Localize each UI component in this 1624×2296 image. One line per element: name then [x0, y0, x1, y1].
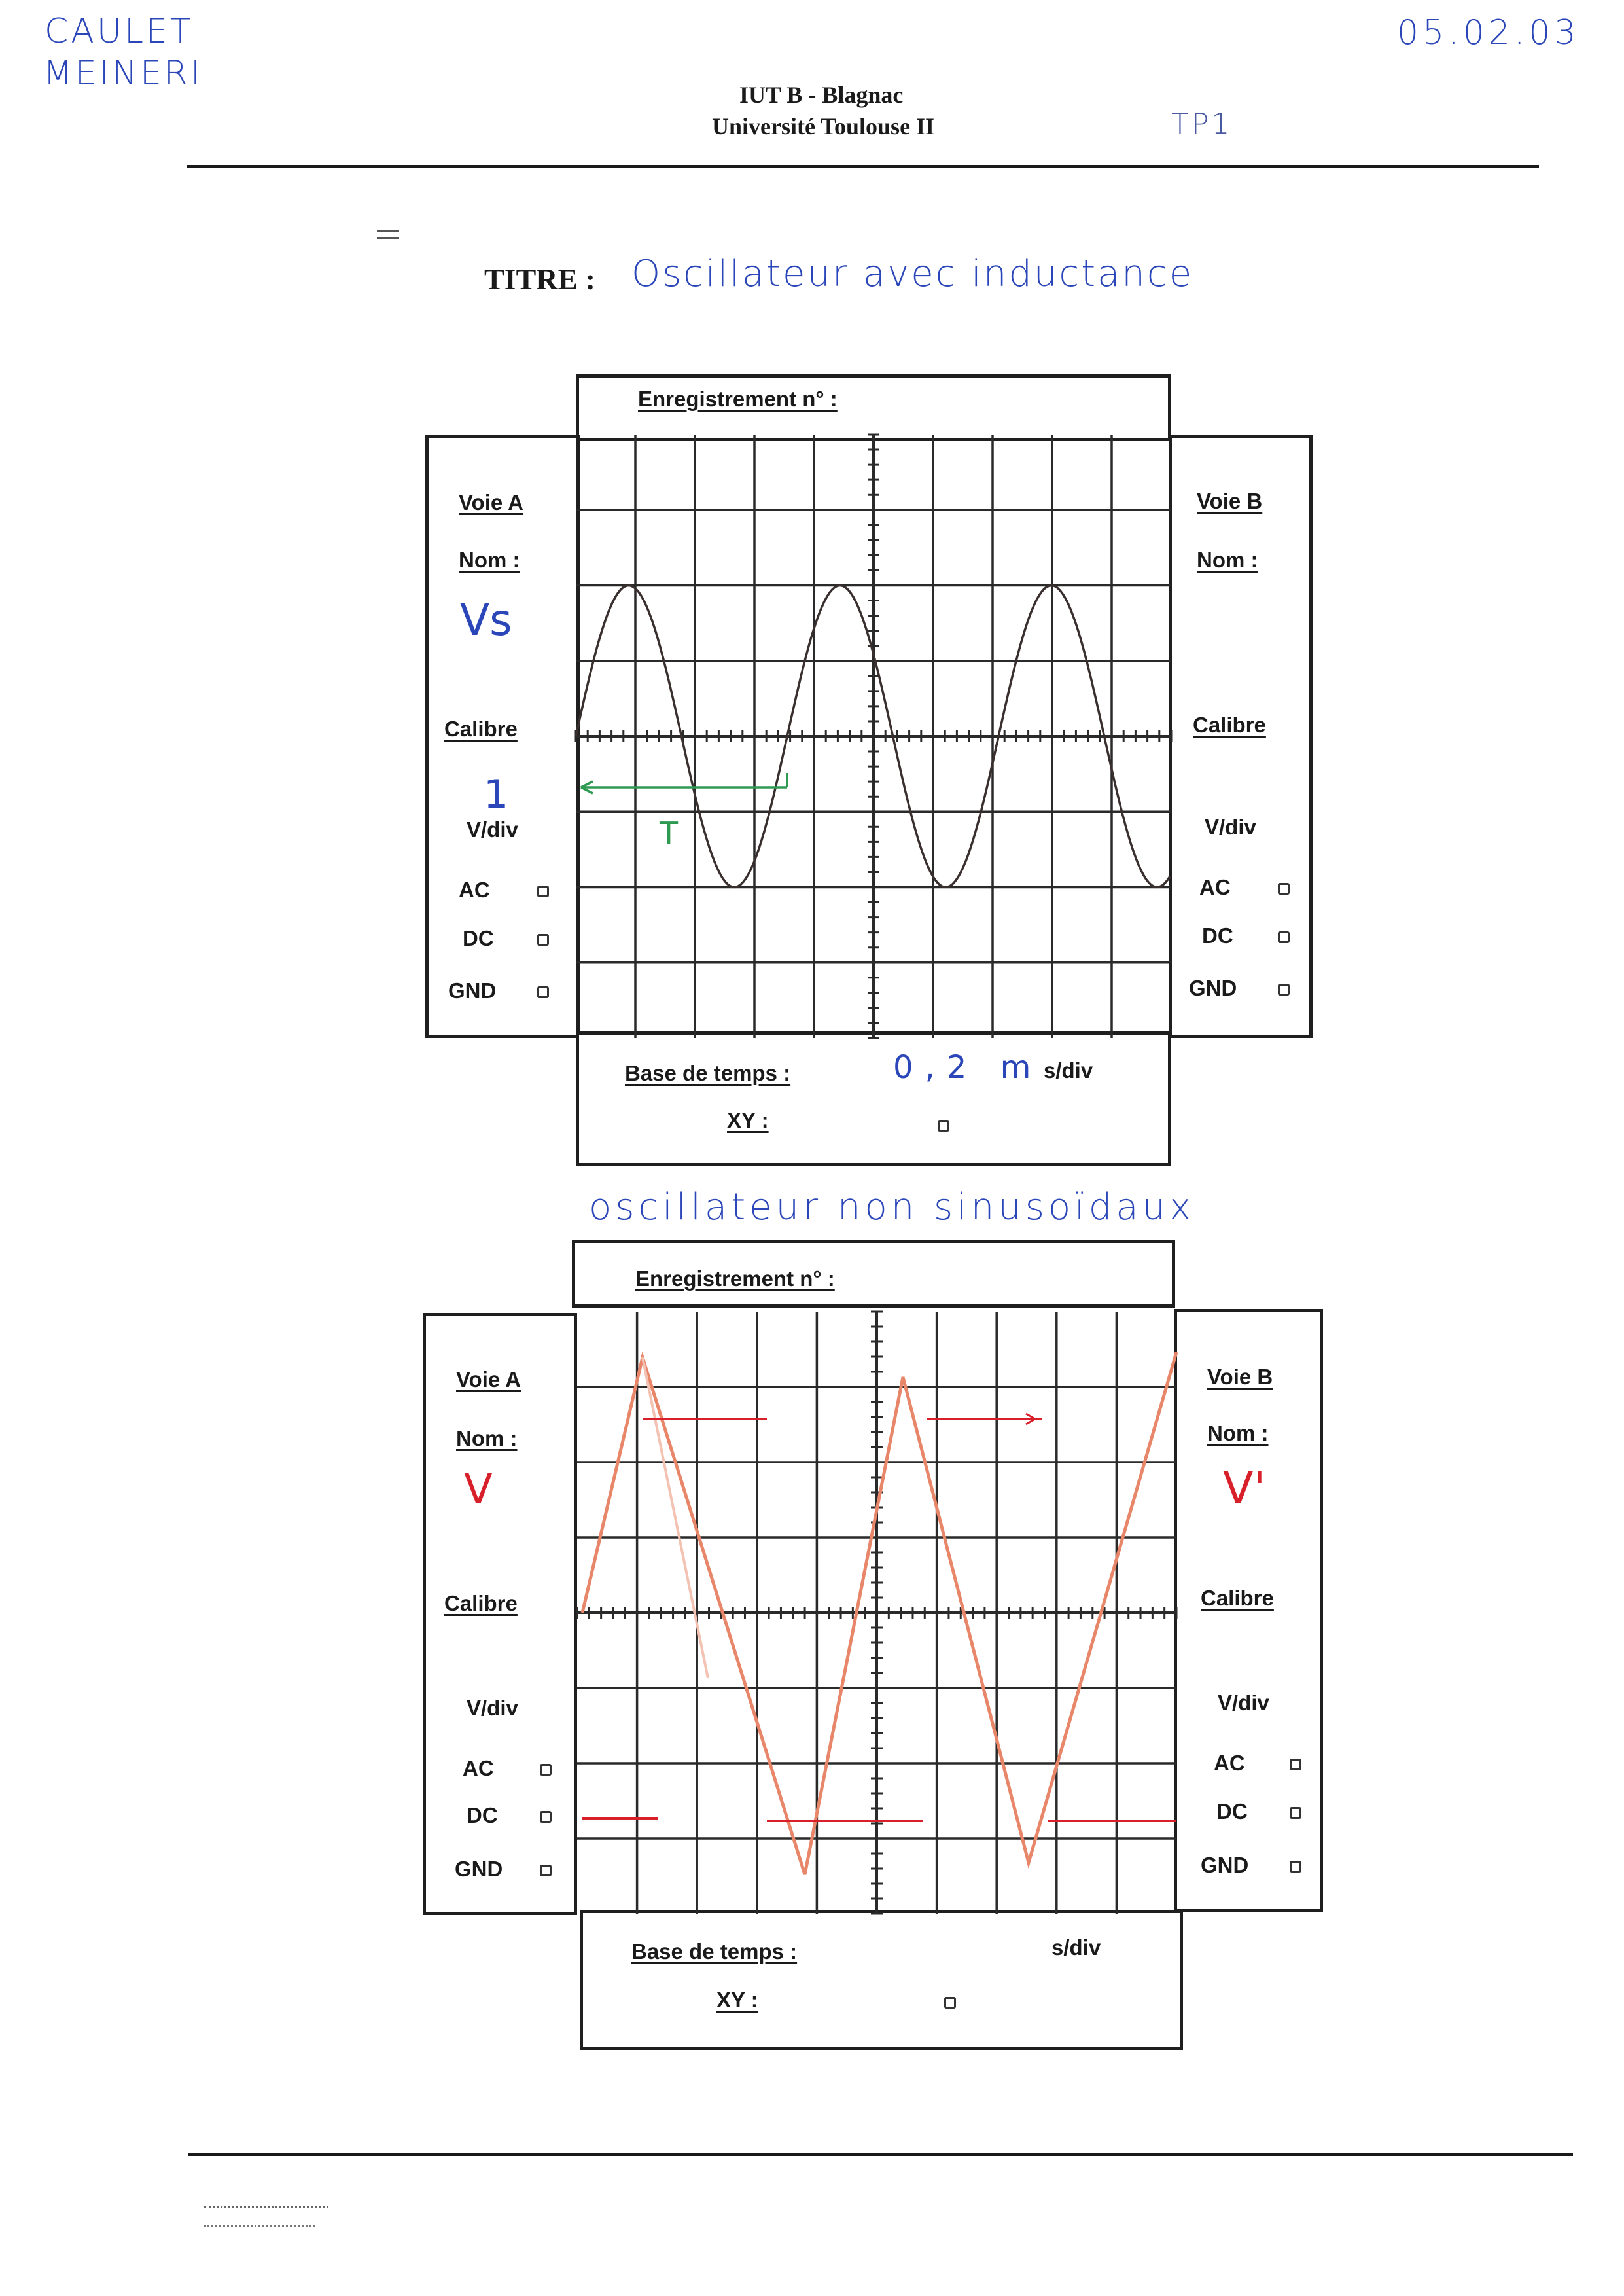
scope2-voie-b-unit: V/div [1218, 1691, 1269, 1715]
scope2-record-box [572, 1240, 1175, 1308]
header-rule [187, 165, 1539, 168]
footer-scribble-2 [204, 2225, 315, 2229]
footer-scribble [204, 2206, 328, 2209]
scope2-voie-b-dc-checkbox[interactable] [1290, 1807, 1301, 1819]
scope2-voie-a-calibre-label: Calibre [444, 1591, 518, 1615]
scope1-timebase-label: Base de temps : [625, 1061, 791, 1085]
scope1-voie-a-gnd: GND [448, 978, 497, 1003]
scope1-voie-b-dc: DC [1202, 924, 1233, 948]
scope2-voie-a-dc-checkbox[interactable] [540, 1811, 552, 1823]
scope1-grid [576, 435, 1171, 1038]
scope2-grid [577, 1312, 1176, 1914]
author-2: MEINERI [43, 54, 203, 93]
scope1-voie-b-ac-checkbox[interactable] [1278, 883, 1290, 895]
scope2-xy-label: XY : [716, 1988, 758, 2012]
scope1-voie-a-gnd-checkbox[interactable] [537, 986, 549, 998]
section2-caption: oscillateur non sinusoïdaux [589, 1186, 1195, 1229]
scope1-record-label: Enregistrement n° : [638, 387, 838, 411]
scope2-voie-a-panel [423, 1313, 577, 1915]
scope1-voie-b-ac: AC [1199, 875, 1231, 899]
scope2-voie-a-nom-label: Nom : [456, 1426, 518, 1450]
footer-rule [188, 2153, 1573, 2156]
scope1-voie-a-dc-checkbox[interactable] [537, 934, 549, 946]
scope1-xy-checkbox[interactable] [938, 1120, 949, 1132]
scope2-voie-b-gnd-checkbox[interactable] [1290, 1861, 1301, 1873]
scope2-voie-b-panel [1174, 1309, 1323, 1912]
scope1-timebase-value: 0,2 m [893, 1049, 1043, 1086]
title-label: TITRE : [484, 262, 595, 296]
scope2-voie-b-heading: Voie B [1207, 1365, 1273, 1389]
scope1-timebase-unit: s/div [1044, 1058, 1093, 1083]
scope1-voie-b-unit: V/div [1205, 815, 1256, 839]
author-1: CAULET [44, 12, 194, 51]
scope1-screen [576, 435, 1171, 1038]
scope2-voie-a-nom-value: V [464, 1465, 493, 1514]
scope2-screen [577, 1312, 1176, 1914]
scope2-voie-b-ac: AC [1214, 1751, 1245, 1775]
session-label: TP1 [1171, 107, 1233, 141]
scope1-voie-a-heading: Voie A [459, 490, 524, 514]
scope1-voie-a-panel [425, 435, 580, 1038]
scope1-period-label: T [660, 816, 679, 851]
institution-line-2: Université Toulouse II [712, 113, 935, 139]
scope1-voie-b-gnd: GND [1189, 976, 1237, 1000]
scope1-voie-b-panel [1169, 435, 1313, 1038]
scope2-voie-b-ac-checkbox[interactable] [1290, 1759, 1301, 1770]
scope2-voie-b-nom-value: V' [1223, 1463, 1266, 1515]
scope2-voie-a-ac-checkbox[interactable] [540, 1764, 552, 1776]
scope1-voie-b-gnd-checkbox[interactable] [1278, 984, 1290, 996]
scope2-voie-b-calibre-label: Calibre [1201, 1586, 1274, 1610]
scope2-voie-b-dc: DC [1216, 1799, 1248, 1823]
scope2-record-label: Enregistrement n° : [635, 1266, 835, 1291]
scope1-voie-a-ac: AC [459, 878, 490, 902]
scope1-voie-b-calibre-label: Calibre [1193, 713, 1266, 737]
scope1-timebase-box [576, 1031, 1171, 1166]
title-value: Oscillateur avec inductance [631, 253, 1194, 295]
scope2-timebase-unit: s/div [1051, 1935, 1101, 1960]
scope1-xy-label: XY : [727, 1108, 769, 1132]
scope2-xy-checkbox[interactable] [944, 1997, 956, 2009]
scope1-voie-a-calibre-value: 1 [484, 772, 509, 817]
scope2-timebase-box [580, 1910, 1183, 2050]
scope2-voie-a-dc: DC [467, 1803, 498, 1827]
scope1-voie-a-unit: V/div [467, 817, 518, 842]
scope2-faint-trace [643, 1357, 708, 1678]
scope1-voie-a-ac-checkbox[interactable] [537, 886, 549, 897]
scope1-voie-b-dc-checkbox[interactable] [1278, 931, 1290, 943]
scope2-voie-b-gnd: GND [1201, 1853, 1249, 1877]
scope2-timebase-label: Base de temps : [631, 1939, 798, 1964]
scope2-voie-a-ac: AC [463, 1756, 494, 1780]
scope1-voie-b-heading: Voie B [1197, 489, 1263, 513]
scope1-record-box [576, 374, 1171, 441]
scope1-voie-b-nom-label: Nom : [1197, 548, 1258, 572]
scope2-voie-a-heading: Voie A [456, 1367, 521, 1391]
scope2-voie-a-gnd-checkbox[interactable] [540, 1865, 552, 1876]
scope1-voie-a-nom-value: Vs [460, 595, 512, 645]
scope2-voie-a-unit: V/div [467, 1696, 518, 1720]
scope1-voie-a-dc: DC [463, 926, 494, 950]
date: 05.02.03 [1397, 13, 1580, 52]
scope1-voie-a-calibre-label: Calibre [444, 717, 518, 741]
margin-mark [377, 230, 399, 232]
institution-line-1: IUT B - Blagnac [739, 82, 904, 108]
scope1-voie-a-nom-label: Nom : [459, 548, 520, 572]
scope2-voie-a-gnd: GND [455, 1857, 503, 1881]
scope2-voie-b-nom-label: Nom : [1207, 1421, 1269, 1445]
